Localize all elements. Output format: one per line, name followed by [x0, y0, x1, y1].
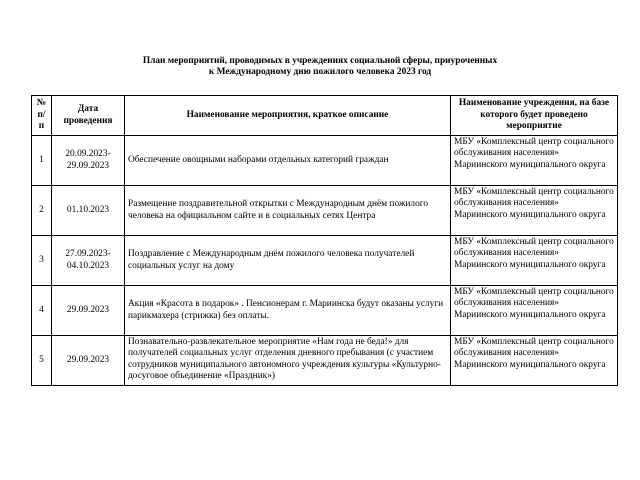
table-row	[32, 236, 618, 286]
table-row	[32, 286, 618, 336]
cell-desc: Размещение поздравительной открытки с Международным днём пожилого человека на официальном сайте и в социальных сетях Центра	[125, 186, 451, 236]
cell-desc: Обеспечение овощными наборами отдельных категорий граждан	[125, 136, 451, 186]
cell-date: 29.09.2023	[52, 336, 125, 386]
table-header-row	[32, 96, 618, 136]
header-date: Дата проведения	[52, 96, 125, 136]
document-title	[60, 56, 580, 78]
cell-desc: Познавательно-развлекательное мероприятие «Нам года не беда!» для получателей социальных услуг отделения дневного пребывания (с участием сотрудников муниципального автономного учреждения культуры «Культурно-досуговое объединение «Праздник»)	[125, 336, 451, 386]
cell-place: МБУ «Комплексный центр социального обслуживания населения» Мариинского муниципального округа	[451, 236, 618, 286]
cell-desc: Акция «Красота в подарок» . Пенсионерам г. Мариинска будут оказаны услуги парикмахера (стрижка) без оплаты.	[125, 286, 451, 336]
cell-desc: Поздравление с Международным днём пожилого человека получателей социальных услуг на дому	[125, 236, 451, 286]
title-line-2: к Международному дню пожилого человека 2023 год	[208, 67, 432, 77]
cell-place: МБУ «Комплексный центр социального обслуживания населения» Мариинского муниципального округа	[451, 286, 618, 336]
cell-num: 3	[32, 236, 52, 286]
table-row	[32, 336, 618, 386]
cell-place: МБУ «Комплексный центр социального обслуживания населения» Мариинского муниципального округа	[451, 136, 618, 186]
header-num: № п/п	[32, 96, 52, 136]
cell-num: 2	[32, 186, 52, 236]
table-row	[32, 136, 618, 186]
title-line-1: План мероприятий, проводимых в учреждениях социальной сферы, приуроченных	[142, 56, 498, 66]
cell-num: 5	[32, 336, 52, 386]
cell-date: 27.09.2023-04.10.2023	[52, 236, 125, 286]
cell-num: 1	[32, 136, 52, 186]
cell-place: МБУ «Комплексный центр социального обслуживания населения» Мариинского муниципального округа	[451, 186, 618, 236]
cell-date: 20.09.2023-29.09.2023	[52, 136, 125, 186]
header-name: Наименование мероприятия, краткое описание	[125, 96, 451, 136]
events-table	[31, 95, 618, 386]
cell-date: 29.09.2023	[52, 286, 125, 336]
cell-place: МБУ «Комплексный центр социального обслуживания населения» Мариинского муниципального округа	[451, 336, 618, 386]
cell-num: 4	[32, 286, 52, 336]
header-place: Наименование учреждения, на базе которого будет проведено мероприятие	[451, 96, 618, 136]
table-row	[32, 186, 618, 236]
cell-date: 01.10.2023	[52, 186, 125, 236]
